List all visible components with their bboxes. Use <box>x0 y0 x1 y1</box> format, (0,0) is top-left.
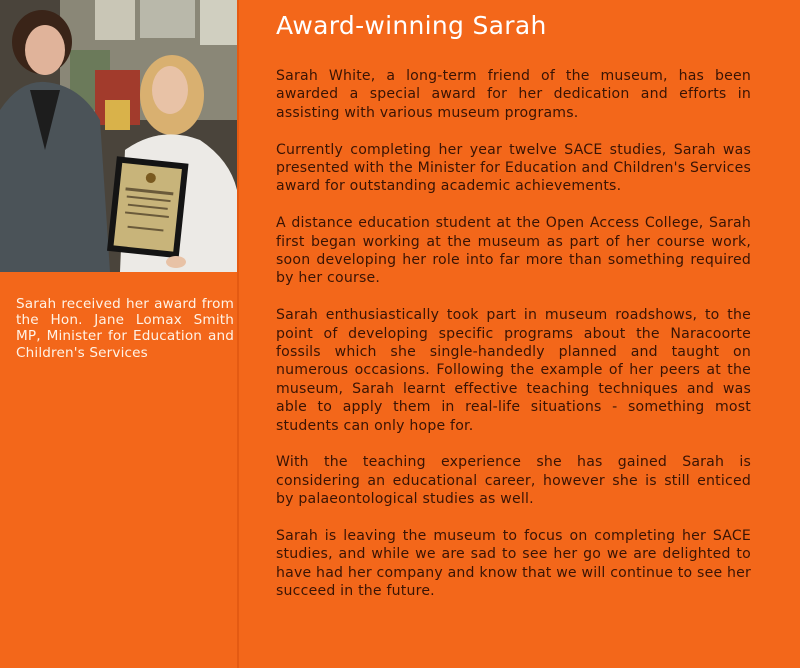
article-paragraph: Sarah is leaving the museum to focus on completing her SACE studies, and while we are sad to see her go we are delighted to have had her company and know that we will continue to see her succeed in the future. <box>276 528 751 600</box>
article-paragraph: Sarah enthusiastically took part in museum roadshows, to the point of developing specific programs about the Naracoorte fossils which she single-handedly planned and taught on numerous occasions. Following the example of her peers at the museum, Sarah learnt effective teaching techniques and was able to apply them in real-life situations - something most students can only hope for. <box>276 307 751 434</box>
column-divider <box>237 0 239 668</box>
photo-caption: Sarah received her award from the Hon. Jane Lomax Smith MP, Minister for Education and Children's Services <box>16 296 234 361</box>
article-paragraph: With the teaching experience she has gained Sarah is considering an educational career, however she is still enticed by palaeontological studies as well. <box>276 454 751 508</box>
article-body <box>276 67 751 619</box>
article-paragraph: Sarah White, a long-term friend of the museum, has been awarded a special award for her dedication and efforts in assisting with various museum programs. <box>276 68 751 121</box>
article-paragraph: A distance education student at the Open Access College, Sarah first began working at the museum as part of her course work, soon developing her role into far more than something required by her course. <box>276 215 751 287</box>
article-paragraph: Currently completing her year twelve SACE studies, Sarah was presented with the Minister for Education and Children's Services award for outstanding academic achievements. <box>276 141 751 195</box>
award-photo <box>0 0 237 272</box>
article-title: Award-winning Sarah <box>276 11 547 40</box>
